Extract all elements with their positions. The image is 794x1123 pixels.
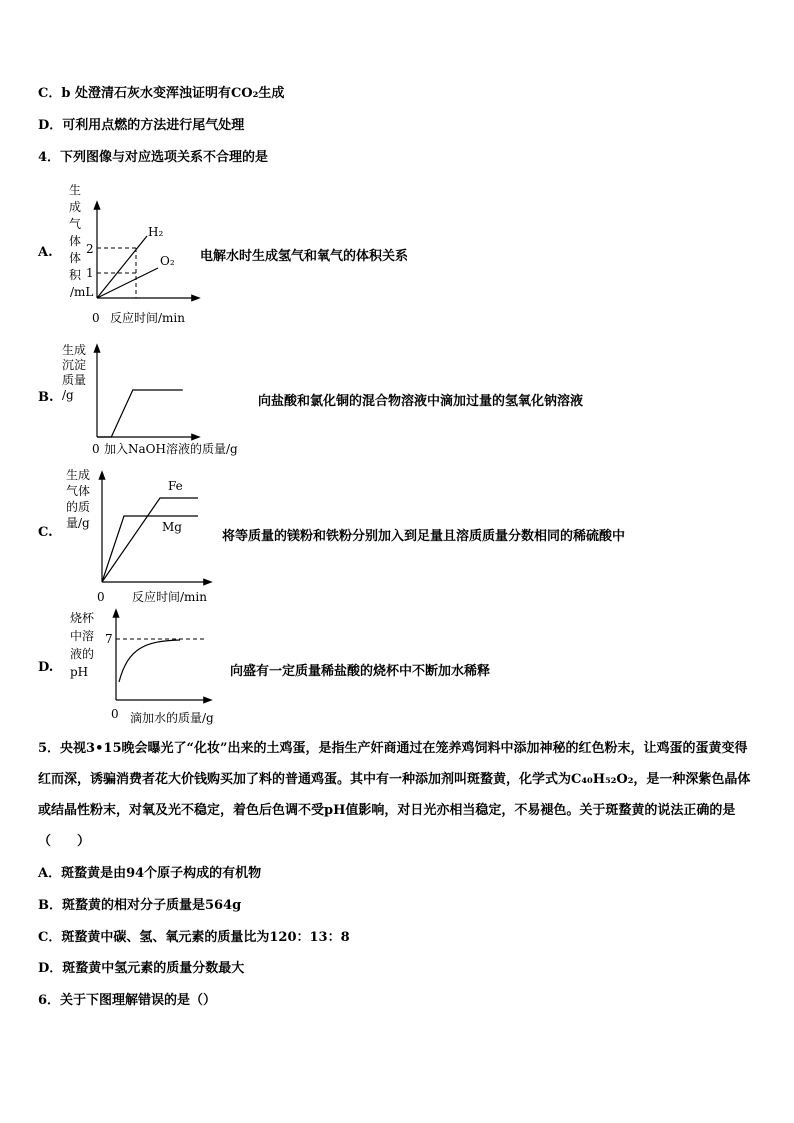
chart-a-ytick-2: 2 (86, 242, 94, 256)
chart-ylabel-part: 生 (69, 183, 82, 197)
chart-ylabel-part: /mL (70, 285, 94, 299)
chart-ylabel-part: 生成 (66, 468, 91, 482)
chart-a-origin: 0 (92, 311, 100, 325)
chart-d-curve (119, 640, 180, 682)
chart-d (70, 610, 214, 725)
q4-option-a-desc: 电解水时生成氢气和氧气的体积关系 (200, 249, 409, 264)
q5-stem: 5．央视3•15晚会曝光了“化妆”出来的土鸡蛋，是指生产奸商通过在笼养鸡饲料中添加神秘的红色粉末，让鸡蛋的蛋黄变得红而深，诱骗消费者花大价钱购买加了料的普通鸡蛋。其中有一种添加剂叫斑蝥黄，化学式为C₄₀H₅₂O₂，是一种深紫色晶体或结晶性粉末，对氧及光不稳定，着色后色调不受pH值影响，对日光亦相当稳定，不易褪色。关于斑蝥黄的说法正确的是（ ） (38, 741, 751, 849)
chart-ylabel-part: 积 (69, 268, 82, 282)
chart-ylabel-part: 液的 (70, 647, 95, 661)
q3-option-c: C．b 处澄清石灰水变浑浊证明有CO₂生成 (38, 86, 285, 101)
chart-a (69, 182, 196, 325)
chart-ylabel-part: 生成 (62, 343, 87, 357)
chart-d-origin: 0 (111, 707, 119, 721)
q4-stem: 4．下列图像与对应选项关系不合理的是 (38, 150, 269, 165)
chart-ylabel-part: /g (62, 388, 74, 402)
chart-ylabel-part: 体 (69, 234, 82, 248)
q6-stem: 6．关于下图理解错误的是（） (38, 993, 217, 1008)
q5-option-b: B．斑蝥黄的相对分子质量是564g (38, 898, 242, 913)
chart-ylabel-part: 沉淀 (62, 358, 87, 372)
chart-d-xlabel: 滴加水的质量/g (130, 711, 214, 725)
chart-c (66, 467, 208, 604)
chart-ylabel-part: 体 (69, 251, 82, 265)
chart-c-label-fe: Fe (168, 479, 183, 493)
q4-option-b-label: B. (38, 390, 54, 405)
chart-b-xlabel: 加入NaOH溶液的质量/g (104, 442, 238, 456)
chart-d-ytick-7: 7 (105, 632, 113, 646)
q5-option-a: A．斑蝥黄是由94个原子构成的有机物 (38, 866, 262, 881)
q4-option-c-desc: 将等质量的镁粉和铁粉分别加入到足量且溶质质量分数相同的稀硫酸中 (222, 529, 626, 544)
chart-ylabel-part: 气 (69, 217, 82, 231)
q5-option-d: D．斑蝥黄中氢元素的质量分数最大 (38, 961, 245, 976)
chart-ylabel-part: 烧杯 (70, 611, 95, 625)
q4-option-c-label: C. (38, 525, 53, 540)
chart-ylabel-part: 质量 (62, 373, 87, 387)
q4-option-a-label: A. (38, 245, 53, 260)
chart-a-label-h2: H₂ (148, 225, 164, 239)
q4-option-b-desc: 向盐酸和氯化铜的混合物溶液中滴加过量的氢氧化钠溶液 (258, 394, 584, 409)
q5-option-c: C．斑蝥黄中碳、氢、氧元素的质量比为120：13：8 (38, 930, 350, 945)
chart-ylabel-part: 中溶 (70, 629, 95, 643)
chart-b (62, 342, 238, 456)
chart-a-label-o2: O₂ (160, 254, 175, 268)
q4-option-d-label: D. (38, 660, 54, 675)
chart-ylabel-part: 的质 (66, 500, 91, 514)
chart-b-origin: 0 (92, 442, 100, 456)
chart-b-line (97, 390, 183, 437)
chart-c-origin: 0 (97, 590, 105, 604)
chart-c-label-mg: Mg (162, 520, 182, 534)
chart-ylabel-part: 成 (69, 200, 82, 214)
q4-option-d-desc: 向盛有一定质量稀盐酸的烧杯中不断加水稀释 (230, 664, 491, 679)
chart-c-line-mg (102, 516, 198, 582)
chart-a-xlabel: 反应时间/min (110, 311, 185, 325)
chart-a-ytick-1: 1 (86, 266, 94, 280)
q3-option-d: D．可利用点燃的方法进行尾气处理 (38, 118, 245, 133)
chart-ylabel-part: 气体 (66, 484, 91, 498)
chart-a-line-h2 (97, 236, 147, 298)
chart-c-xlabel: 反应时间/min (132, 590, 207, 604)
chart-ylabel-part: 量/g (66, 516, 90, 530)
chart-ylabel-part: pH (70, 665, 89, 679)
